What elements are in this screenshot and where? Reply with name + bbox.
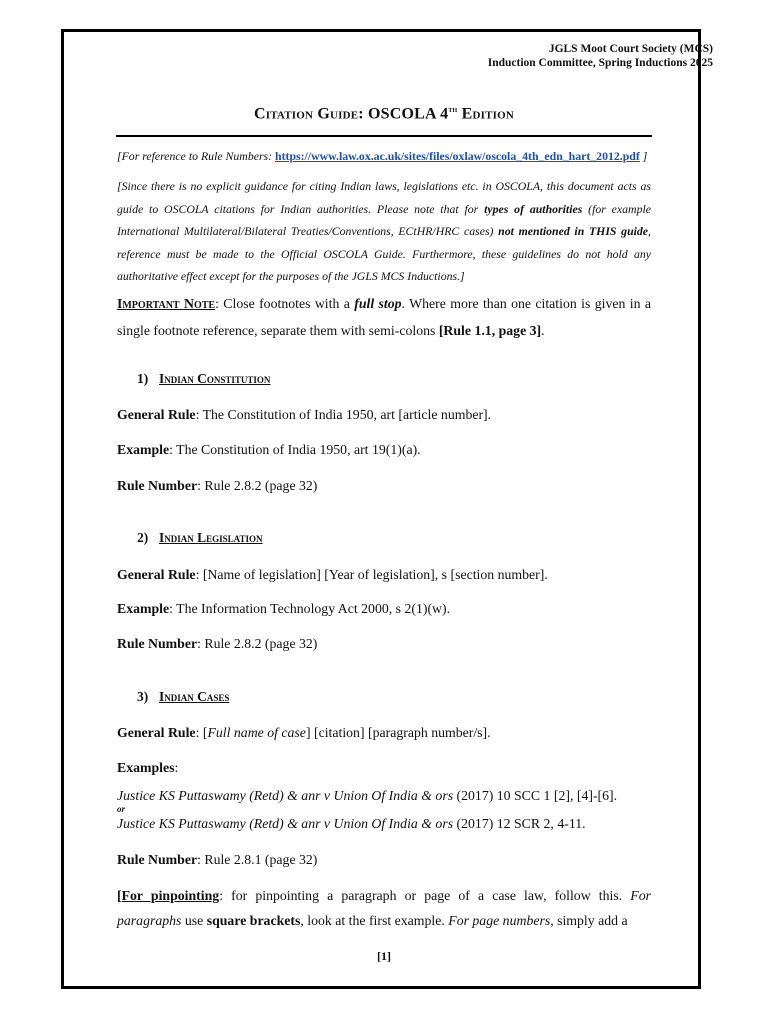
pinpoint-text-1: : for pinpointing a paragraph or page of a case law, follow this. <box>219 888 631 903</box>
general-rule-pre: : [ <box>195 725 208 740</box>
important-emphasis: full stop <box>354 296 402 311</box>
important-text-2: . Where more than one citation is given in a single footnote reference, separate them with semi-colons <box>117 296 651 338</box>
title-tail: Edition <box>457 105 515 123</box>
example-case-2 <box>117 814 586 834</box>
example-text: : The Constitution of India 1950, art 19(1)(a). <box>169 442 421 457</box>
case-name: Justice KS Puttaswamy (Retd) & anr v Union Of India & ors <box>117 816 454 831</box>
header-committee: Induction Committee, Spring Inductions 2025 <box>487 57 713 69</box>
rule-number-text: : Rule 2.8.2 (page 32) <box>197 636 318 651</box>
page-number: [1] <box>377 949 391 963</box>
reference-line <box>117 145 651 168</box>
or-separator: or <box>117 804 126 814</box>
general-rule-label: General Rule <box>117 725 196 740</box>
general-rule-cases <box>117 723 491 743</box>
general-rule-post: ] [citation] [paragraph number/s]. <box>305 725 491 740</box>
section-title: Indian Cases <box>159 689 230 704</box>
example-label: Example <box>117 442 170 457</box>
section-title: Indian Legislation <box>159 530 263 545</box>
section-number: 1) <box>137 371 149 386</box>
disclaimer-bold-1: types of authorities <box>484 201 583 216</box>
pinpointing-paragraph <box>117 883 651 933</box>
example-legislation <box>117 599 450 619</box>
rule-number-cases <box>117 850 317 870</box>
section-heading-legislation <box>137 530 263 546</box>
section-heading-cases <box>137 689 229 705</box>
pinpoint-italic-1: For paragraphs <box>117 888 651 928</box>
header-society: JGLS Moot Court Society (MCS) <box>548 43 713 55</box>
pinpoint-bold-1: square brackets <box>206 913 301 928</box>
section-number: 2) <box>137 530 149 545</box>
disclaimer-text-1: [Since there is no explicit guidance for citing Indian laws, legislations etc. in OSCOLA, this document acts as guide to OSCOLA citations for Indian authorities. Please note that for <box>117 179 651 216</box>
title-divider <box>116 135 652 137</box>
section-number: 3) <box>137 689 149 704</box>
title-sup: th <box>448 104 458 114</box>
general-rule-label: General Rule <box>117 567 196 582</box>
section-title: Indian Constitution <box>159 371 271 386</box>
pinpoint-label: For pinpointing <box>121 888 220 903</box>
important-text-3: . <box>541 323 545 338</box>
section-heading-constitution <box>137 371 270 387</box>
rule-number-text: : Rule 2.8.2 (page 32) <box>197 478 318 493</box>
reference-prefix: [For reference to Rule Numbers: <box>117 149 276 163</box>
case-citation: (2017) 10 SCC 1 [2], [4]-[6]. <box>453 788 618 803</box>
rule-number-text: : Rule 2.8.1 (page 32) <box>197 852 318 867</box>
page-border <box>61 29 701 989</box>
important-note <box>117 290 651 344</box>
general-rule-constitution <box>117 405 491 425</box>
important-note-label: Important Note <box>117 296 216 311</box>
rule-number-constitution <box>117 476 317 496</box>
example-text: : The Information Technology Act 2000, s 2(1)(w). <box>169 601 451 616</box>
disclaimer-text-2: (for example International Multilateral/Bilateral Treaties/Conventions, ECtHR/HRC cases) <box>117 201 651 238</box>
examples-colon: : <box>174 760 179 775</box>
case-citation: (2017) 12 SCR 2, 4-11. <box>453 816 586 831</box>
general-rule-text: : The Constitution of India 1950, art [article number]. <box>195 407 492 422</box>
pinpoint-open-bracket: [ <box>117 888 122 903</box>
oscola-guide-link[interactable]: https://www.law.ox.ac.uk/sites/files/oxlaw/oscola_4th_edn_hart_2012.pdf <box>275 149 640 163</box>
reference-suffix: ] <box>639 149 648 163</box>
disclaimer-paragraph <box>117 175 651 288</box>
title-main: Citation Guide: OSCOLA 4 <box>253 105 449 123</box>
example-case-1 <box>117 786 617 806</box>
general-rule-text: : [Name of legislation] [Year of legislation], s [section number]. <box>195 567 548 582</box>
rule-number-label: Rule Number <box>117 636 198 651</box>
page-header <box>488 42 713 70</box>
pinpoint-italic-2: For page numbers <box>448 913 551 928</box>
rule-number-legislation <box>117 634 317 654</box>
examples-label: Examples <box>117 760 175 775</box>
general-rule-label: General Rule <box>117 407 196 422</box>
important-rule-ref: [Rule 1.1, page 3] <box>438 323 542 338</box>
pinpoint-text-4: , simply add a <box>550 913 628 928</box>
pinpoint-text-3: , look at the first example. <box>300 913 449 928</box>
page-title <box>0 104 768 123</box>
case-name: Justice KS Puttaswamy (Retd) & anr v Union Of India & ors <box>117 788 454 803</box>
examples-cases <box>117 758 178 778</box>
disclaimer-bold-2: not mentioned in THIS guide <box>498 224 649 238</box>
important-text-1: : Close footnotes with a <box>215 296 355 311</box>
example-label: Example <box>117 601 170 616</box>
example-constitution <box>117 440 421 460</box>
general-rule-legislation <box>117 565 548 585</box>
rule-number-label: Rule Number <box>117 478 198 493</box>
rule-number-label: Rule Number <box>117 852 198 867</box>
pinpoint-text-2: use <box>181 913 207 928</box>
general-rule-italic: Full name of case <box>207 725 306 740</box>
disclaimer-text-3: , reference must be made to the Official OSCOLA Guide. Furthermore, these guidelines do not hold any authoritative effect except for the purposes of the JGLS MCS Inductions.] <box>117 224 651 283</box>
